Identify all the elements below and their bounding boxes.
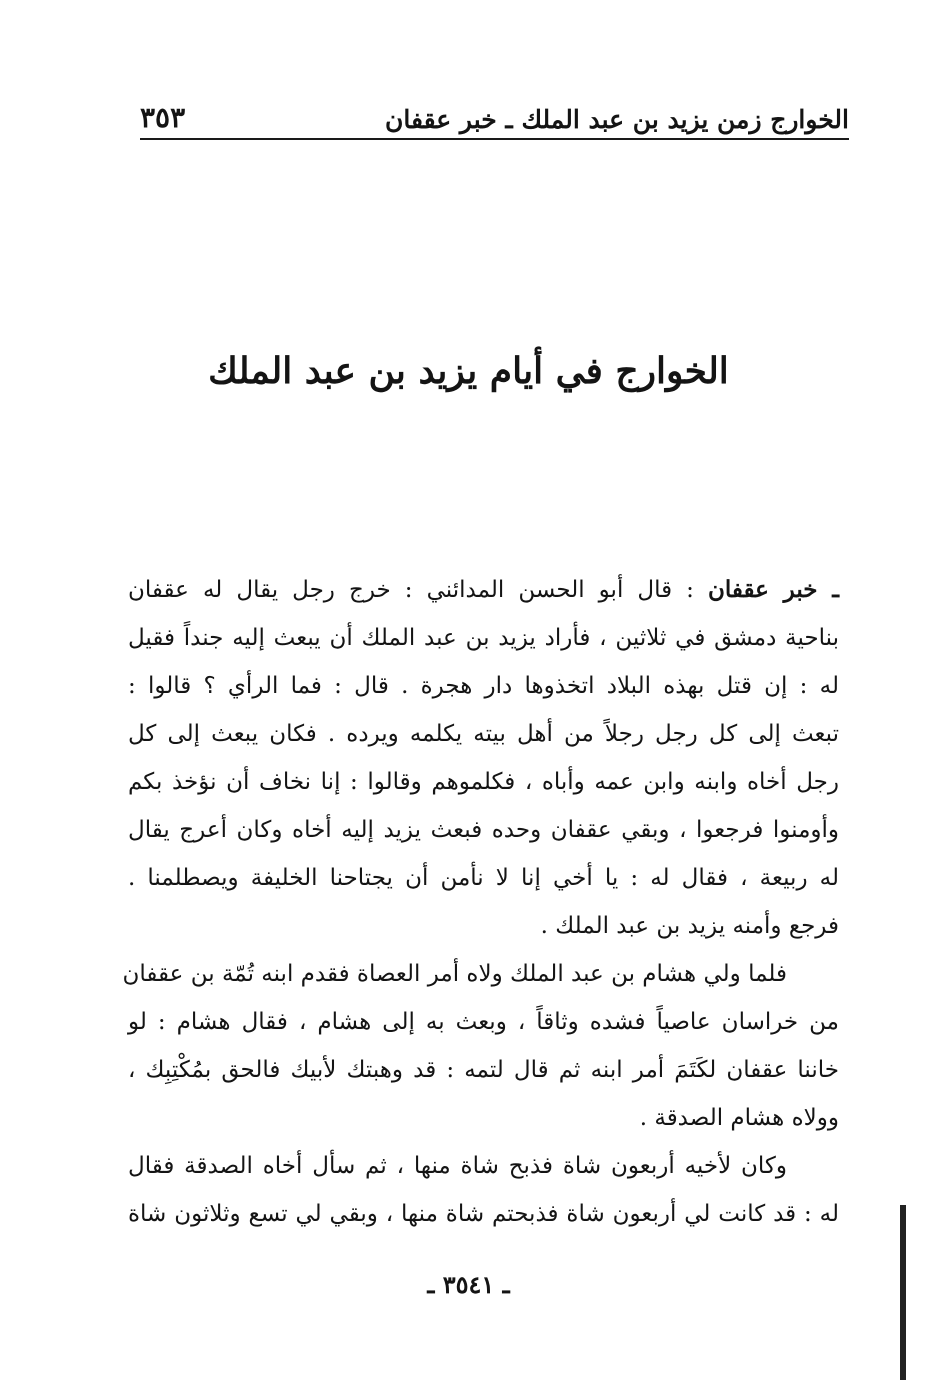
text-line-14: له : قد كانت لي أربعون شاة فذبحتم شاة منها ، وبقي لي تسع وثلاثون شاة [128,1201,839,1227]
text-line-8: فرجع وأمنه يزيد بن عبد الملك . [540,913,839,939]
header-rule [140,138,849,140]
text-line-1-rest: : قال أبو الحسن المدائني : خرج رجل يقال له عقفان [128,577,708,603]
text-line-10: من خراسان عاصياً فشده وثاقاً ، وبعث به إلى هشام ، فقال هشام : لو [128,1009,839,1035]
text-line-9: فلما ولي هشام بن عبد الملك ولاه أمر العصاة فقدم ابنه تُمّة بن عقفان [122,961,787,987]
chapter-title: الخوارج في أيام يزيد بن عبد الملك [208,350,729,392]
text-line-7: له ربيعة ، فقال له : يا أخي إنا لا نأمن أن يجتاحنا الخليفة ويصطلمنا . [128,865,839,891]
text-line-11: خاننا عقفان لكَتَمَ أمر ابنه ثم قال لتمه : قد وهبتك لأبيك فالحق بمُكْتِبِك ، [128,1057,839,1083]
text-line-1 [128,566,839,614]
text-line-12: وولاه هشام الصدقة . [639,1105,839,1131]
body-text [122,566,839,1238]
running-header [140,86,849,134]
text-line-4: تبعث إلى كل رجل رجلاً من أهل بيته يكلمه ويرده . فكان يبعث إلى كل [128,721,839,747]
section-lead-label: ـ خبر عقفان [708,576,839,603]
source-page-number: ـ ٣٥٤١ ـ [427,1270,510,1299]
text-line-3: له : إن قتل بهذه البلاد اتخذوها دار هجرة . قال : فما الرأي ؟ قالوا : [128,673,839,699]
page-number: ٣٥٣ [140,101,186,134]
text-line-5: رجل أخاه وابنه وابن عمه وأباه ، فكلموهم وقالوا : إنا نخاف أن نؤخذ بكم [128,769,839,795]
text-line-2: بناحية دمشق في ثلاثين ، فأراد يزيد بن عبد الملك أن يبعث إليه جنداً فقيل [128,625,839,651]
text-line-13: وكان لأخيه أربعون شاة فذبح شاة منها ، ثم سأل أخاه الصدقة فقال [128,1153,787,1179]
text-line-6: وأومنوا فرجعوا ، وبقي عقفان وحده فبعث يزيد إليه أخاه وكان أعرج يقال [128,817,839,843]
scan-edge-mark [900,1205,906,1380]
running-title: الخوارج زمن يزيد بن عبد الملك ـ خبر عقفان [385,105,849,134]
